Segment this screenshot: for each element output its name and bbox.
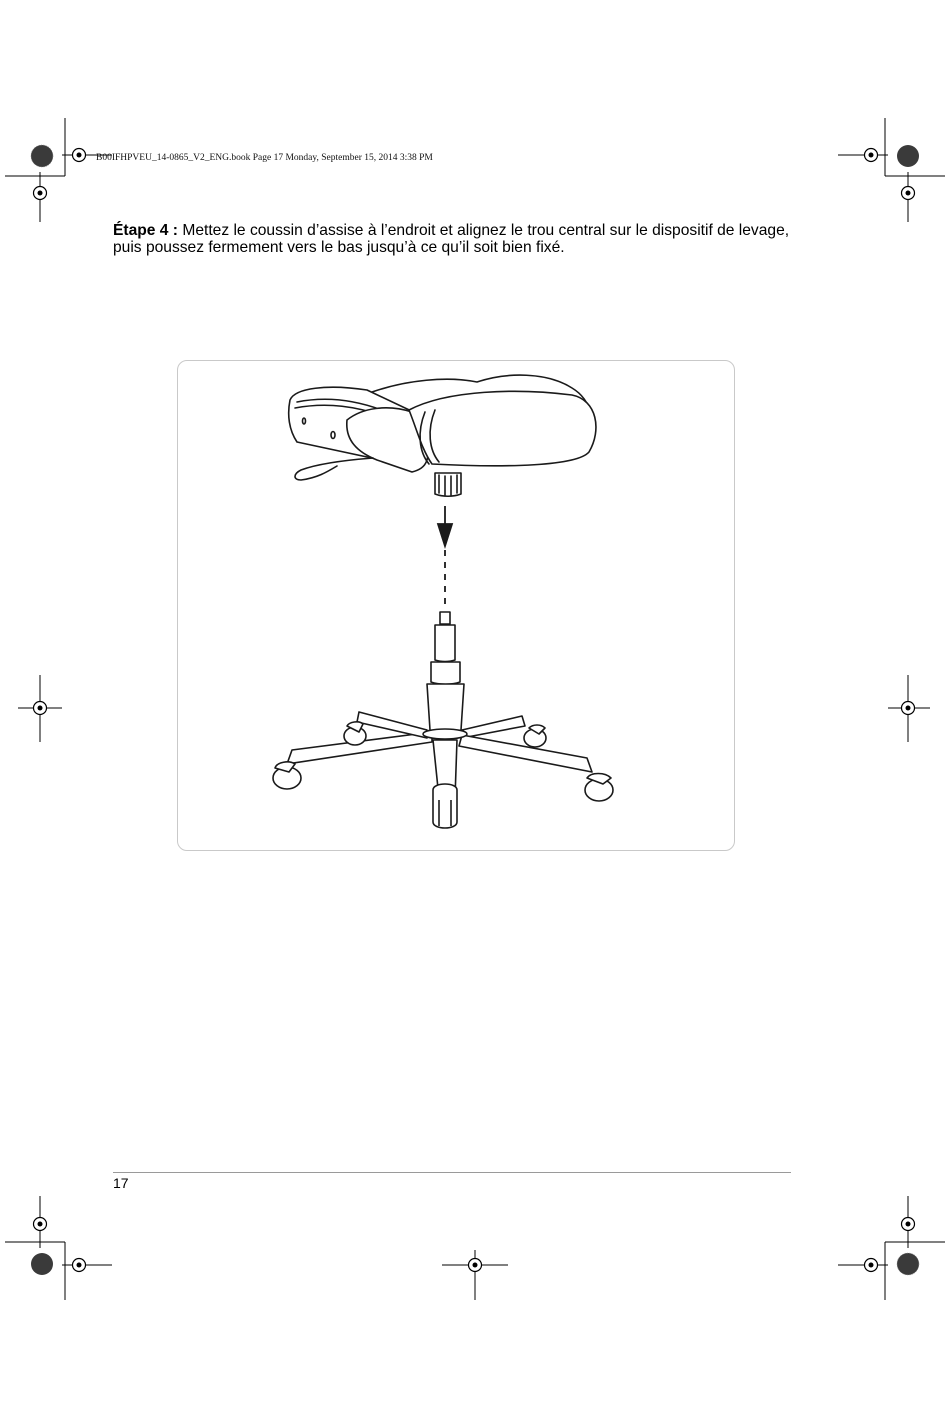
caster-right: [585, 774, 613, 802]
instruction-paragraph: [113, 222, 793, 256]
caster-back-right: [524, 725, 546, 747]
down-arrow-head: [438, 524, 452, 546]
step-text: Mettez le coussin d’assise à l’endroit et alignez le trou central sur le dispositif de levage, puis poussez fermement vers le bas jusqu’à ce qu’il soit bien fixé.: [113, 222, 790, 256]
base-leg-back-left: [357, 712, 427, 738]
page-number: 17: [113, 1175, 129, 1191]
seat-lever: [295, 458, 373, 480]
lift-tip: [440, 612, 450, 624]
lift-mid-tube: [431, 662, 460, 684]
caster-front: [433, 784, 457, 828]
footer-divider: [113, 1172, 791, 1173]
print-header-info: B00IFHPVEU_14-0865_V2_ENG.book Page 17 Monday, September 15, 2014 3:38 PM: [96, 153, 433, 163]
base-hub: [423, 729, 467, 739]
base-leg-back-right: [462, 716, 525, 738]
step-label: Étape 4 :: [113, 222, 178, 239]
lift-lower-tube: [427, 684, 464, 732]
chair-seat-assembly-illustration: [177, 360, 735, 851]
seat-top-cushion: [409, 391, 596, 465]
lift-upper-tube: [435, 625, 455, 662]
caster-back-left: [344, 722, 366, 745]
caster-left: [273, 762, 301, 789]
